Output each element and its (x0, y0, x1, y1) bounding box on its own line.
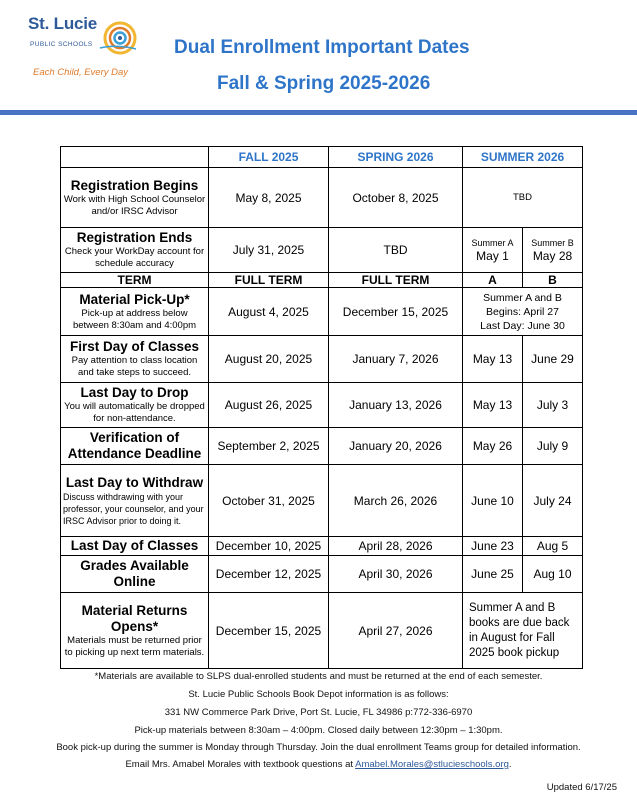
depot-address: 331 NW Commerce Park Drive, Port St. Lucie, FL 34986 p:772-336-6970 (164, 707, 473, 718)
spring-date: April 28, 2026 (329, 537, 463, 556)
updated-date: Updated 6/17/25 (546, 782, 617, 793)
summer-note: Summer A and B books are due back in August for Fall 2025 book pickup (463, 593, 583, 669)
email-line (0, 759, 637, 770)
table-row (61, 228, 583, 273)
summer-b-date: May 28 (532, 249, 573, 263)
fall-date: December 12, 2025 (209, 556, 329, 593)
logo-tagline: Each Child, Every Day (33, 67, 129, 78)
email-prefix: Email Mrs. Amabel Morales with textbook questions at (125, 759, 356, 770)
email-link[interactable]: Amabel.Morales@stlucieschools.org (355, 759, 509, 770)
term-label: TERM (61, 273, 209, 288)
spring-date: TBD (329, 228, 463, 273)
header-empty-cell (61, 147, 209, 168)
fall-date: July 31, 2025 (209, 228, 329, 273)
summer-b-date: July 9 (523, 428, 583, 465)
table-row (61, 168, 583, 228)
summer-a-date: May 13 (463, 336, 523, 383)
summer-date: TBD (463, 168, 583, 228)
table-row (61, 593, 583, 669)
important-dates-table (60, 146, 583, 669)
summer-cell (463, 288, 583, 336)
row-label-cell (61, 537, 209, 556)
spring-date: December 15, 2025 (329, 288, 463, 336)
row-label-cell (61, 465, 209, 537)
page-title: Dual Enrollment Important Dates (174, 37, 470, 58)
table-header-row (61, 147, 583, 168)
row-label: Registration Ends (76, 230, 193, 245)
summer-a-date: May 13 (463, 383, 523, 428)
row-note: Work with High School Counselor and/or IRSC Advisor (63, 193, 206, 217)
header-fall: FALL 2025 (209, 147, 329, 168)
fall-date: August 20, 2025 (209, 336, 329, 383)
row-label: Verification of Attendance Deadline (67, 430, 202, 461)
spring-term: FULL TERM (329, 273, 463, 288)
fall-date: December 15, 2025 (209, 593, 329, 669)
header-divider (0, 110, 637, 115)
row-note: You will automatically be dropped for non-attendance. (64, 401, 205, 424)
row-label-cell (61, 168, 209, 228)
row-label: Grades Available Online (80, 558, 189, 589)
fall-date: August 26, 2025 (209, 383, 329, 428)
fall-date: May 8, 2025 (209, 168, 329, 228)
logo-name: St. Lucie (28, 14, 98, 33)
row-note: Pick-up at address below between 8:30am and 4:00pm (72, 307, 197, 331)
table-row (61, 288, 583, 336)
spring-date: January 20, 2026 (329, 428, 463, 465)
row-label: Material Pick-Up* (79, 291, 190, 307)
spring-date: April 27, 2026 (329, 593, 463, 669)
summer-b-cell (523, 228, 583, 273)
row-note: Materials must be returned prior to picking up next term materials. (64, 634, 205, 658)
logo-subtitle: PUBLIC SCHOOLS (30, 41, 93, 48)
spring-date: April 30, 2026 (329, 556, 463, 593)
summer-a-date: June 23 (463, 537, 523, 556)
footnote-materials: *Materials are available to SLPS dual-enrolled students and must be returned at the end of each semester. (94, 671, 543, 682)
table-row (61, 465, 583, 537)
summer-a-date: May 26 (463, 428, 523, 465)
summer-a-date: May 1 (476, 249, 509, 263)
summer-line: Summer A and B (483, 291, 562, 304)
summer-b-date: June 29 (523, 336, 583, 383)
spring-date: January 7, 2026 (329, 336, 463, 383)
sun-logo-icon (98, 18, 138, 58)
row-label: Last Day to Withdraw (65, 474, 204, 490)
fall-date: August 4, 2025 (209, 288, 329, 336)
table-row (61, 336, 583, 383)
page-subtitle: Fall & Spring 2025-2026 (217, 73, 431, 94)
district-logo (28, 14, 143, 84)
fall-date: December 10, 2025 (209, 537, 329, 556)
summer-b-term: B (523, 273, 583, 288)
row-label-cell (61, 383, 209, 428)
depot-info-intro: St. Lucie Public Schools Book Depot information is as follows: (188, 689, 449, 700)
table-row (61, 537, 583, 556)
row-label-cell (61, 228, 209, 273)
summer-b-date: July 24 (523, 465, 583, 537)
row-label: First Day of Classes (69, 339, 200, 354)
table-row (61, 383, 583, 428)
row-label-cell (61, 428, 209, 465)
fall-term: FULL TERM (209, 273, 329, 288)
summer-line: Begins: April 27 (486, 305, 559, 318)
summer-pickup-note: Book pick-up during the summer is Monday through Thursday. Join the dual enrollment Teams group for detailed information. (56, 742, 581, 753)
spring-date: January 13, 2026 (329, 383, 463, 428)
summer-a-date: June 25 (463, 556, 523, 593)
row-label-cell (61, 556, 209, 593)
row-label: Material Returns Opens* (81, 602, 188, 634)
spring-date: March 26, 2026 (329, 465, 463, 537)
summer-a-term: A (463, 273, 523, 288)
header-summer: SUMMER 2026 (463, 147, 583, 168)
summer-line: Last Day: June 30 (480, 319, 565, 332)
summer-a-cell (463, 228, 523, 273)
term-row (61, 273, 583, 288)
summer-b-date: Aug 5 (523, 537, 583, 556)
fall-date: September 2, 2025 (209, 428, 329, 465)
table-row (61, 428, 583, 465)
summer-b-date: Aug 10 (523, 556, 583, 593)
summer-b-date: July 3 (523, 383, 583, 428)
summer-a-date: June 10 (463, 465, 523, 537)
row-label: Last Day to Drop (80, 385, 189, 400)
row-note: Pay attention to class location and take steps to succeed. (71, 355, 198, 378)
spring-date: October 8, 2025 (329, 168, 463, 228)
row-label-cell (61, 288, 209, 336)
table-row (61, 556, 583, 593)
pickup-hours: Pick-up materials between 8:30am – 4:00pm. Closed daily between 12:30pm – 1:30pm. (134, 725, 503, 736)
fall-date: October 31, 2025 (209, 465, 329, 537)
header-spring: SPRING 2026 (329, 147, 463, 168)
summer-a-label: Summer A (471, 238, 514, 248)
row-note: Check your WorkDay account for schedule accuracy (64, 246, 205, 269)
row-label: Registration Begins (70, 177, 199, 193)
row-label-cell (61, 593, 209, 669)
summer-b-label: Summer B (531, 238, 574, 248)
row-note: Discuss withdrawing with your professor, your counselor, and your IRSC Advisor prior to doing it. (63, 491, 204, 526)
row-label-cell (61, 336, 209, 383)
email-suffix: . (508, 759, 512, 770)
row-label: Last Day of Classes (70, 538, 199, 553)
